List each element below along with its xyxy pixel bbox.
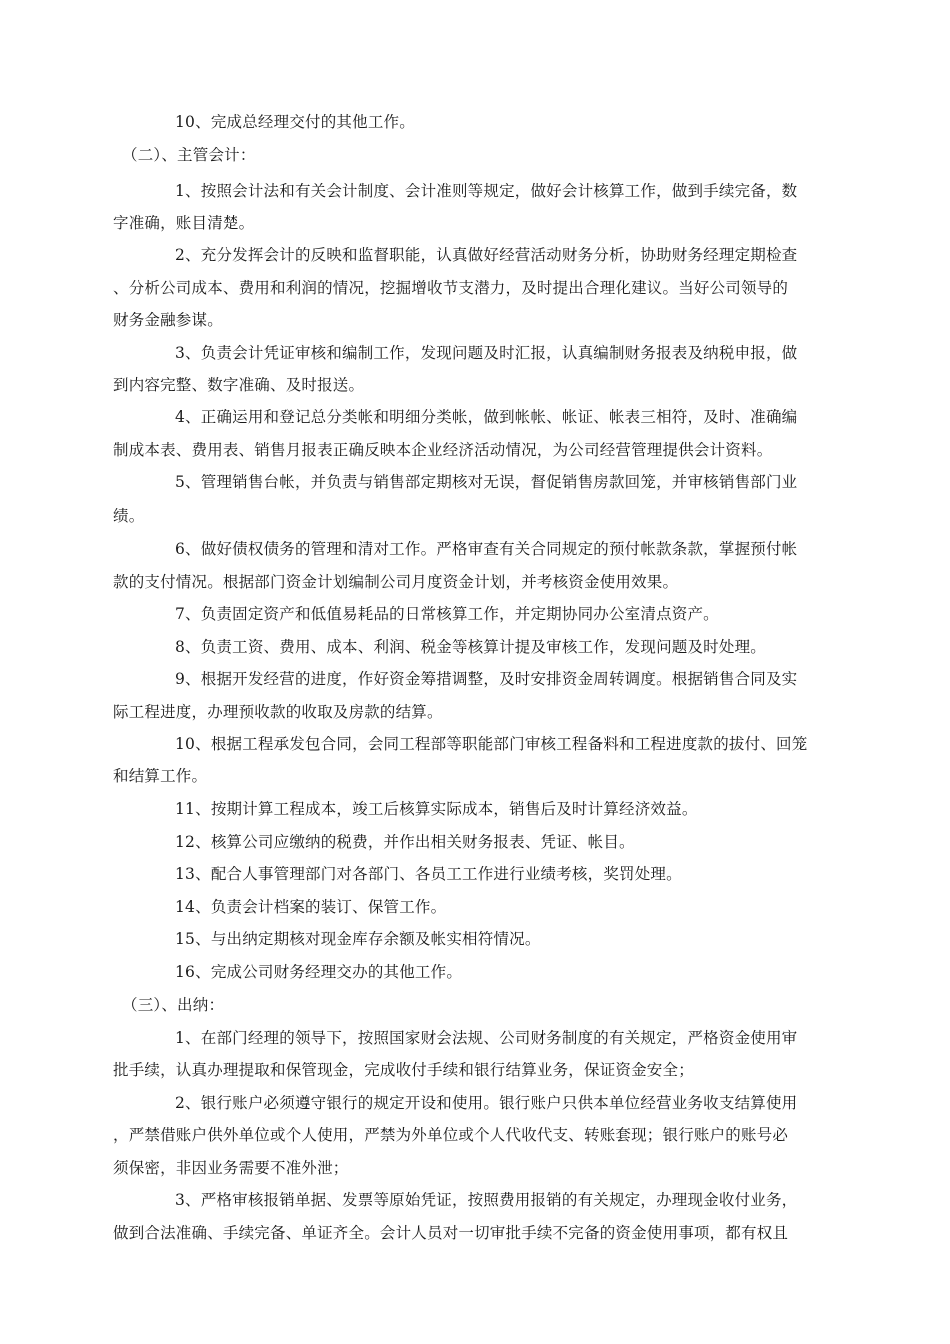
text-line: 14、负责会计档案的装订、保管工作。 (175, 898, 447, 916)
text-line: 3、严格审核报销单据、发票等原始凭证，按照费用报销的有关规定，办理现金收付业务， (175, 1191, 798, 1209)
text-line: 12、核算公司应缴纳的税费，并作出相关财务报表、凭证、帐目。 (175, 833, 635, 851)
section-heading: （三）、出纳： (122, 996, 225, 1014)
text-line: 10、完成总经理交付的其他工作。 (175, 113, 415, 131)
text-line: 4、正确运用和登记总分类帐和明细分类帐，做到帐帐、帐证、帐表三相符，及时、准确编 (175, 408, 798, 426)
text-line: 做到合法准确、手续完备、单证齐全。会计人员对一切审批手续不完备的资金使用事项，都有权且 (113, 1224, 789, 1242)
section-heading: （二）、主管会计： (122, 146, 256, 164)
text-line: 款的支付情况。根据部门资金计划编制公司月度资金计划，并考核资金使用效果。 (113, 573, 679, 591)
text-line: 11、按期计算工程成本，竣工后核算实际成本，销售后及时计算经济效益。 (175, 800, 698, 818)
text-line: 财务金融参谋。 (113, 311, 223, 329)
text-line: 绩。 (113, 507, 145, 525)
text-line: 到内容完整、数字准确、及时报送。 (113, 376, 365, 394)
text-line: 3、负责会计凭证审核和编制工作，发现问题及时汇报，认真编制财务报表及纳税申报，做 (175, 344, 798, 362)
text-line: 和结算工作。 (113, 767, 208, 785)
text-line: 6、做好债权债务的管理和清对工作。严格审查有关合同规定的预付帐款条款，掌握预付帐 (175, 540, 798, 558)
text-line: ，严禁借账户供外单位或个人使用，严禁为外单位或个人代收代支、转账套现；银行账户的账号必 (113, 1126, 789, 1144)
text-line: 制成本表、费用表、销售月报表正确反映本企业经济活动情况，为公司经营管理提供会计资料。 (113, 441, 773, 459)
text-line: 15、与出纳定期核对现金库存余额及帐实相符情况。 (175, 930, 541, 948)
text-line: 13、配合人事管理部门对各部门、各员工工作进行业绩考核，奖罚处理。 (175, 865, 682, 883)
text-line: 7、负责固定资产和低值易耗品的日常核算工作，并定期协同办公室清点资产。 (175, 605, 719, 623)
text-line: 际工程进度，办理预收款的收取及房款的结算。 (113, 703, 443, 721)
text-line: 16、完成公司财务经理交办的其他工作。 (175, 963, 463, 981)
text-line: 字准确，账目清楚。 (113, 214, 255, 232)
text-line: 5、管理销售台帐，并负责与销售部定期核对无误，督促销售房款回笼，并审核销售部门业 (175, 473, 798, 491)
text-line: 1、按照会计法和有关会计制度、会计准则等规定，做好会计核算工作，做到手续完备，数 (175, 182, 798, 200)
text-line: 、分析公司成本、费用和利润的情况，挖掘增收节支潜力，及时提出合理化建议。当好公司领导的 (113, 279, 789, 297)
text-line: 2、银行账户必须遵守银行的规定开设和使用。银行账户只供本单位经营业务收支结算使用 (175, 1094, 798, 1112)
text-line: 9、根据开发经营的进度，作好资金筹措调整，及时安排资金周转调度。根据销售合同及实 (175, 670, 798, 688)
text-line: 须保密，非因业务需要不准外泄； (113, 1159, 349, 1177)
text-line: 8、负责工资、费用、成本、利润、税金等核算计提及审核工作，发现问题及时处理。 (175, 638, 766, 656)
text-line: 1、在部门经理的领导下，按照国家财会法规、公司财务制度的有关规定，严格资金使用审 (175, 1029, 798, 1047)
text-line: 2、充分发挥会计的反映和监督职能，认真做好经营活动财务分析，协助财务经理定期检查 (175, 246, 798, 264)
text-line: 10、根据工程承发包合同，会同工程部等职能部门审核工程备料和工程进度款的拔付、回笼 (175, 735, 808, 753)
text-line: 批手续，认真办理提取和保管现金，完成收付手续和银行结算业务，保证资金安全； (113, 1061, 694, 1079)
